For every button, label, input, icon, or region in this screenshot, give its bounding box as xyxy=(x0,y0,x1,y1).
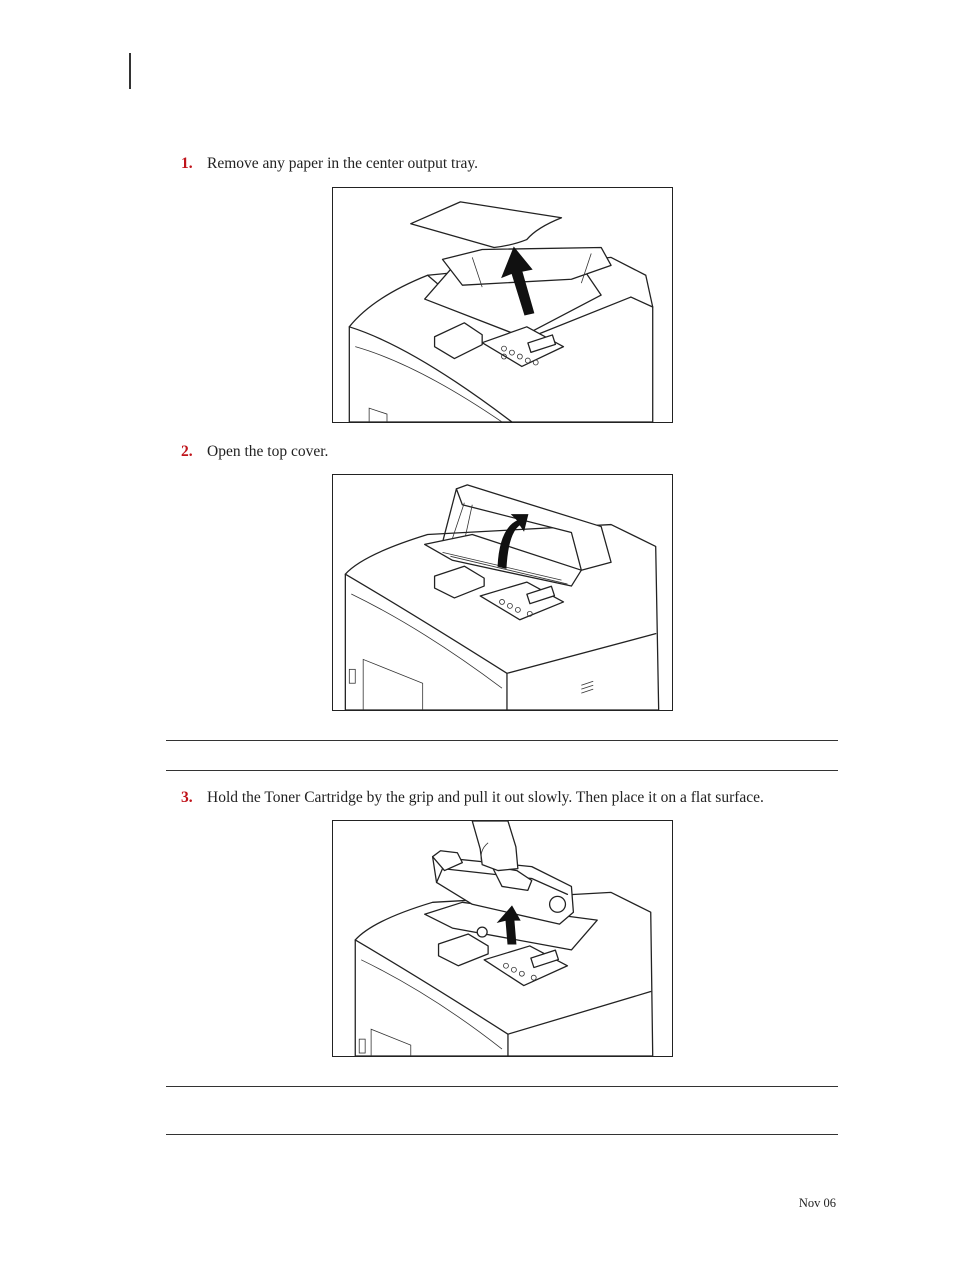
step-3 xyxy=(181,789,764,807)
step-2-text: Open the top cover. xyxy=(207,443,329,460)
step-3-number: 3. xyxy=(181,789,193,806)
step-1-number: 1. xyxy=(181,155,193,172)
divider-rule-3 xyxy=(166,1086,838,1087)
divider-rule-4 xyxy=(166,1134,838,1135)
step-3-text: Hold the Toner Cartridge by the grip and pull it out slowly. Then place it on a flat surface. xyxy=(207,789,764,806)
step-2-number: 2. xyxy=(181,443,193,460)
divider-rule-bottom xyxy=(166,770,838,771)
step-1 xyxy=(181,155,478,173)
printer-open-cover-illustration xyxy=(333,475,672,710)
margin-change-bar xyxy=(129,53,131,89)
figure-remove-toner xyxy=(332,820,673,1057)
footer-date: Nov 06 xyxy=(798,1196,836,1210)
step-2 xyxy=(181,443,328,461)
figure-open-top-cover xyxy=(332,474,673,711)
divider-rule-top xyxy=(166,740,838,741)
step-1-text: Remove any paper in the center output tray. xyxy=(207,155,479,172)
figure-remove-paper xyxy=(332,187,673,423)
printer-paper-illustration xyxy=(333,188,672,422)
printer-toner-illustration xyxy=(333,821,672,1056)
